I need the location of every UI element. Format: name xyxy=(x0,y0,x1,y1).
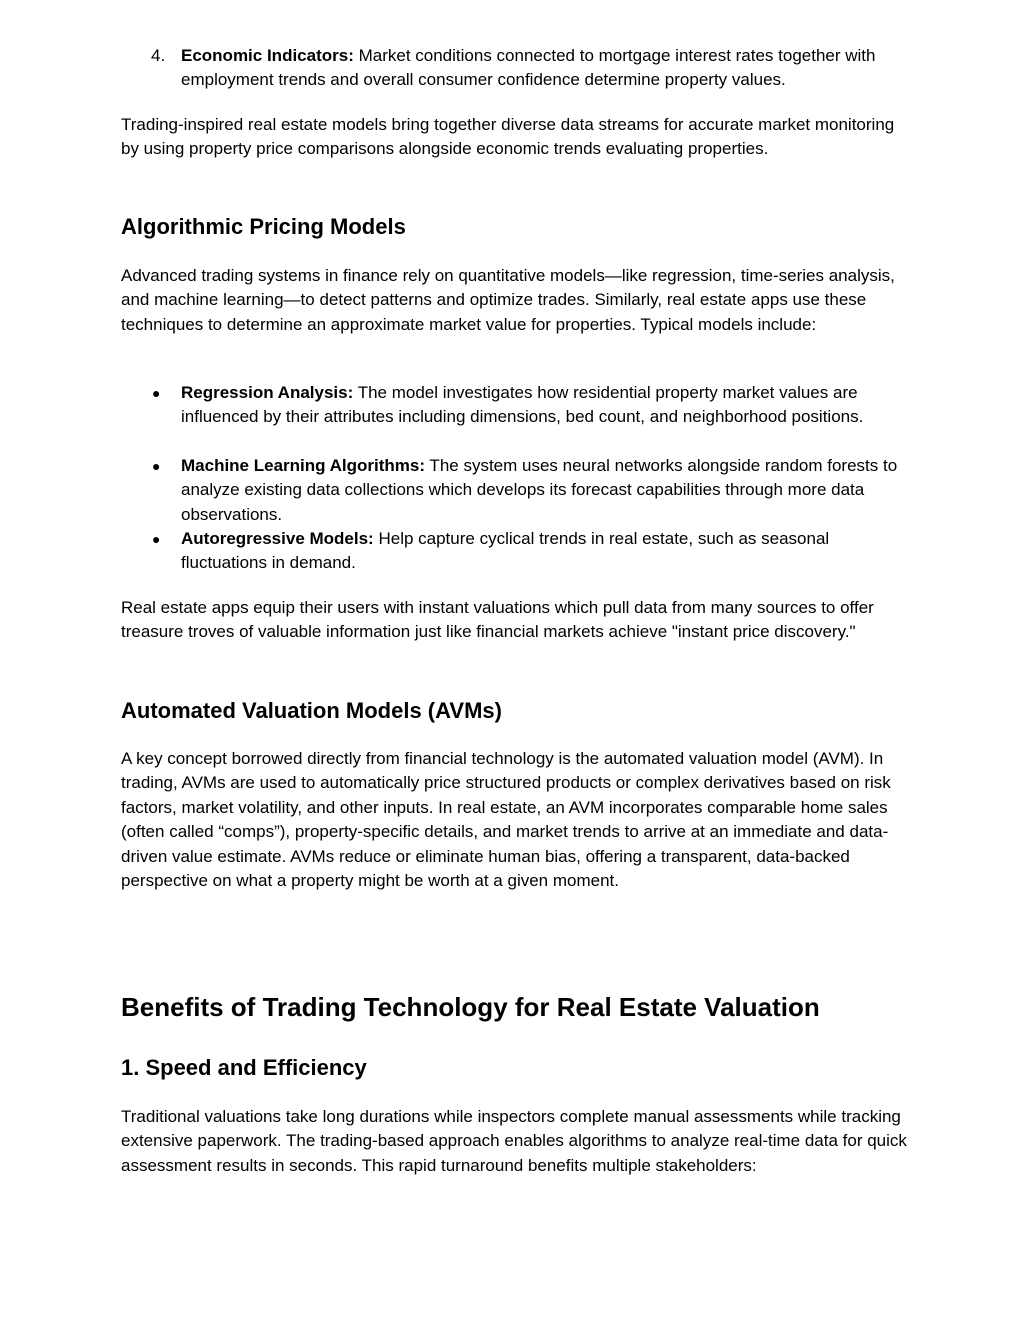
bullet-icon: ● xyxy=(152,458,161,474)
list-item-description: The model investigates how residential property market values are influenced by their attributes including dimensions, bed count, and neighborhood positions. xyxy=(181,383,864,427)
paragraph-instant-valuations: Real estate apps equip their users with instant valuations which pull data from many sources to offer treasure troves of valuable information just like financial markets achieve "instant price discovery." xyxy=(121,598,874,642)
bullet-item-regression-analysis xyxy=(121,381,911,430)
list-item-term: Machine Learning Algorithms: xyxy=(181,456,426,475)
heading-speed-and-efficiency: 1. Speed and Efficiency xyxy=(121,1055,367,1080)
list-item-text xyxy=(181,527,907,576)
list-item-term: Autoregressive Models: xyxy=(181,529,374,548)
bullet-icon: ● xyxy=(152,385,161,401)
paragraph-trading-inspired: Trading-inspired real estate models bring together diverse data streams for accurate market monitoring by using property price comparisons alongside economic trends evaluating properties. xyxy=(121,115,895,159)
bullet-item-autoregressive-models xyxy=(121,527,911,576)
list-item-description: Market conditions connected to mortgage interest rates together with employment trends and overall consumer confidence determine property values. xyxy=(181,46,876,90)
heading-benefits-of-trading-technology: Benefits of Trading Technology for Real Estate Valuation xyxy=(121,992,820,1022)
numbered-list-item-economic-indicators xyxy=(121,44,911,93)
list-item-text xyxy=(181,454,907,527)
heading-automated-valuation-models: Automated Valuation Models (AVMs) xyxy=(121,698,502,723)
list-item-term: Regression Analysis: xyxy=(181,383,354,402)
bullet-item-machine-learning xyxy=(121,454,911,527)
bullet-icon: ● xyxy=(152,531,161,547)
list-item-text xyxy=(181,381,907,430)
paragraph-avm-concept: A key concept borrowed directly from financial technology is the automated valuation model (AVM). In trading, AVMs are used to automatically price structured products or complex derivatives based on risk factors, market volatility, and other inputs. In real estate, an AVM incorporates comparable home sales (often called “comps”), property-specific details, and market trends to arrive at an immediate and data-driven value estimate. AVMs reduce or eliminate human bias, offering a transparent, data-backed perspective on what a property might be worth at a given moment. xyxy=(121,749,891,891)
heading-algorithmic-pricing-models: Algorithmic Pricing Models xyxy=(121,214,406,239)
paragraph-traditional-valuations: Traditional valuations take long durations while inspectors complete manual assessments while tracking extensive paperwork. The trading-based approach enables algorithms to analyze real-time data for quick assessment results in seconds. This rapid turnaround benefits multiple stakeholders: xyxy=(121,1107,907,1175)
list-item-term: Economic Indicators: xyxy=(181,46,354,65)
list-item-description: The system uses neural networks alongside random forests to analyze existing data collections which develops its forecast capabilities through more data observations. xyxy=(181,456,898,524)
list-number: 4. xyxy=(151,46,166,65)
list-item-text xyxy=(181,44,907,93)
list-item-description: Help capture cyclical trends in real estate, such as seasonal fluctuations in demand. xyxy=(181,529,830,573)
paragraph-advanced-trading-systems: Advanced trading systems in finance rely on quantitative models—like regression, time-series analysis, and machine learning—to detect patterns and optimize trades. Similarly, real estate apps use these techniques to determine an approximate market value for properties. Typical models include: xyxy=(121,266,895,334)
